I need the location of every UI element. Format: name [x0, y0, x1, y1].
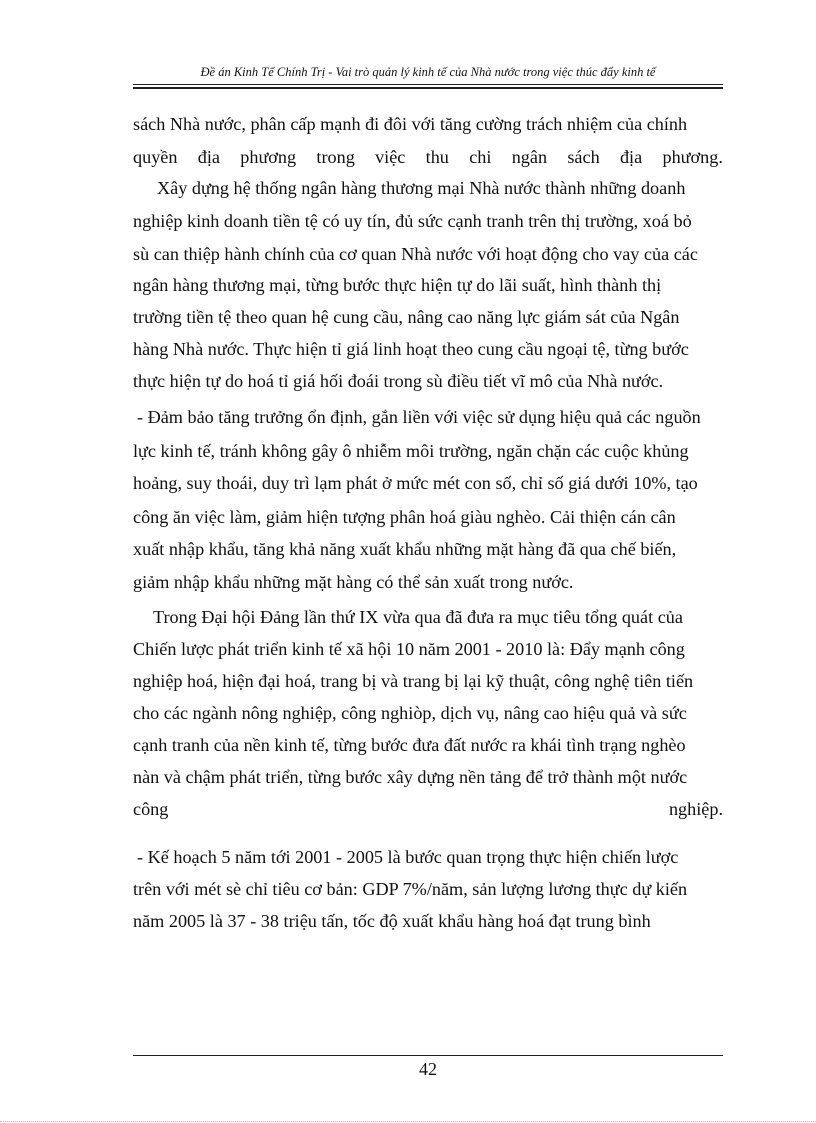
body-line: nghiệp kinh doanh tiền tệ có uy tín, đủ sức cạnh tranh trên thị trường, xoá bỏ — [133, 211, 692, 231]
body-word: địa — [619, 147, 643, 167]
body-line: năm 2005 là 37 - 38 triệu tấn, tốc độ xuất khẩu hàng hoá đạt trung bình — [133, 911, 651, 931]
body-line: xuất nhập khẩu, tăng khả năng xuất khẩu những mặt hàng đã qua chế biến, — [133, 539, 677, 559]
body-word: thu — [425, 147, 449, 167]
running-header: Đề án Kinh Tế Chính Trị - Vai trò quản lý kinh tế của Nhà nước trong việc thúc đẩy kinh tế — [200, 65, 656, 79]
body-word: phương. — [662, 147, 723, 167]
body-line: ngân hàng thương mại, từng bước thực hiện tự do lãi suất, hình thành thị — [133, 275, 662, 295]
body-line: lực kinh tế, tránh không gây ô nhiễm môi trường, ngăn chặn các cuộc khủng — [133, 441, 689, 461]
body-line: Xây dựng hệ thống ngân hàng thương mại Nhà nước thành những doanh — [157, 178, 686, 198]
body-line: nàn và chậm phát triển, từng bước xây dựng nền tảng để trở thành một nước — [133, 767, 688, 787]
body-line: hoảng, suy thoái, duy trì lạm phát ở mức mét con số, chỉ số giá dưới 10%, tạo — [133, 473, 698, 493]
body-line: thực hiện tự do hoá tỉ giá hối đoái trong sù điều tiết vĩ mô của Nhà nước. — [133, 371, 664, 391]
body-line — [133, 145, 723, 169]
body-word: địa — [197, 147, 220, 167]
body-line — [133, 797, 723, 821]
body-line: trên với mét sè chỉ tiêu cơ bản: GDP 7%/năm, sản lượng lương thực dự kiến — [133, 879, 688, 899]
body-word: sách — [567, 147, 600, 167]
body-word: việc — [375, 147, 406, 167]
body-word: phương — [240, 147, 297, 167]
body-line: - Đảm bảo tăng trưởng ổn định, gắn liền với việc sử dụng hiệu quả các nguồn — [137, 407, 701, 427]
page-number: 42 — [419, 1059, 437, 1079]
page-bottom-border — [0, 1121, 816, 1122]
header-rule-thick — [133, 87, 723, 89]
body-line: trường tiền tệ theo quan hệ cung cầu, nâng cao năng lực giám sát của Ngân — [133, 307, 680, 327]
body-line: hàng Nhà nước. Thực hiện tỉ giá linh hoạt theo cung cầu ngoại tệ, từng bước — [133, 339, 689, 359]
body-word: trong — [316, 147, 355, 167]
body-line: giảm nhập khẩu những mặt hàng có thể sản xuất trong nước. — [133, 572, 574, 592]
body-line: cho các ngành nông nghiệp, công nghiòp, dịch vụ, nâng cao hiệu quả và sức — [133, 703, 687, 723]
body-word: quyền — [133, 147, 178, 167]
body-line: Chiến lược phát triển kinh tế xã hội 10 năm 2001 - 2010 là: Đẩy mạnh công — [133, 639, 685, 659]
body-line: Trong Đại hội Đảng lần thứ IX vừa qua đã đưa ra mục tiêu tổng quát của — [153, 607, 683, 627]
body-line: nghiệp hoá, hiện đại hoá, trang bị và trang bị lại kỹ thuật, công nghệ tiên tiến — [133, 671, 694, 691]
body-line: sách Nhà nước, phân cấp mạnh đi đôi với tăng cường trách nhiệm của chính — [133, 114, 688, 134]
body-line: cạnh tranh của nền kinh tế, từng bước đưa đất nước ra khái tình trạng nghèo — [133, 735, 686, 755]
body-word: nghiệp. — [668, 799, 723, 819]
header-rule-thin — [133, 84, 723, 85]
body-line: - Kế hoạch 5 năm tới 2001 - 2005 là bước quan trọng thực hiện chiến lược — [137, 847, 679, 867]
footer-rule — [133, 1055, 723, 1056]
body-line: công ăn việc làm, giảm hiện tượng phân hoá giàu nghèo. Cải thiện cán cân — [133, 507, 676, 527]
body-word: công — [133, 799, 169, 819]
body-word: chi — [469, 147, 492, 167]
body-line: sù can thiệp hành chính của cơ quan Nhà nước với hoạt động cho vay của các — [133, 244, 698, 264]
body-word: ngân — [511, 147, 548, 167]
